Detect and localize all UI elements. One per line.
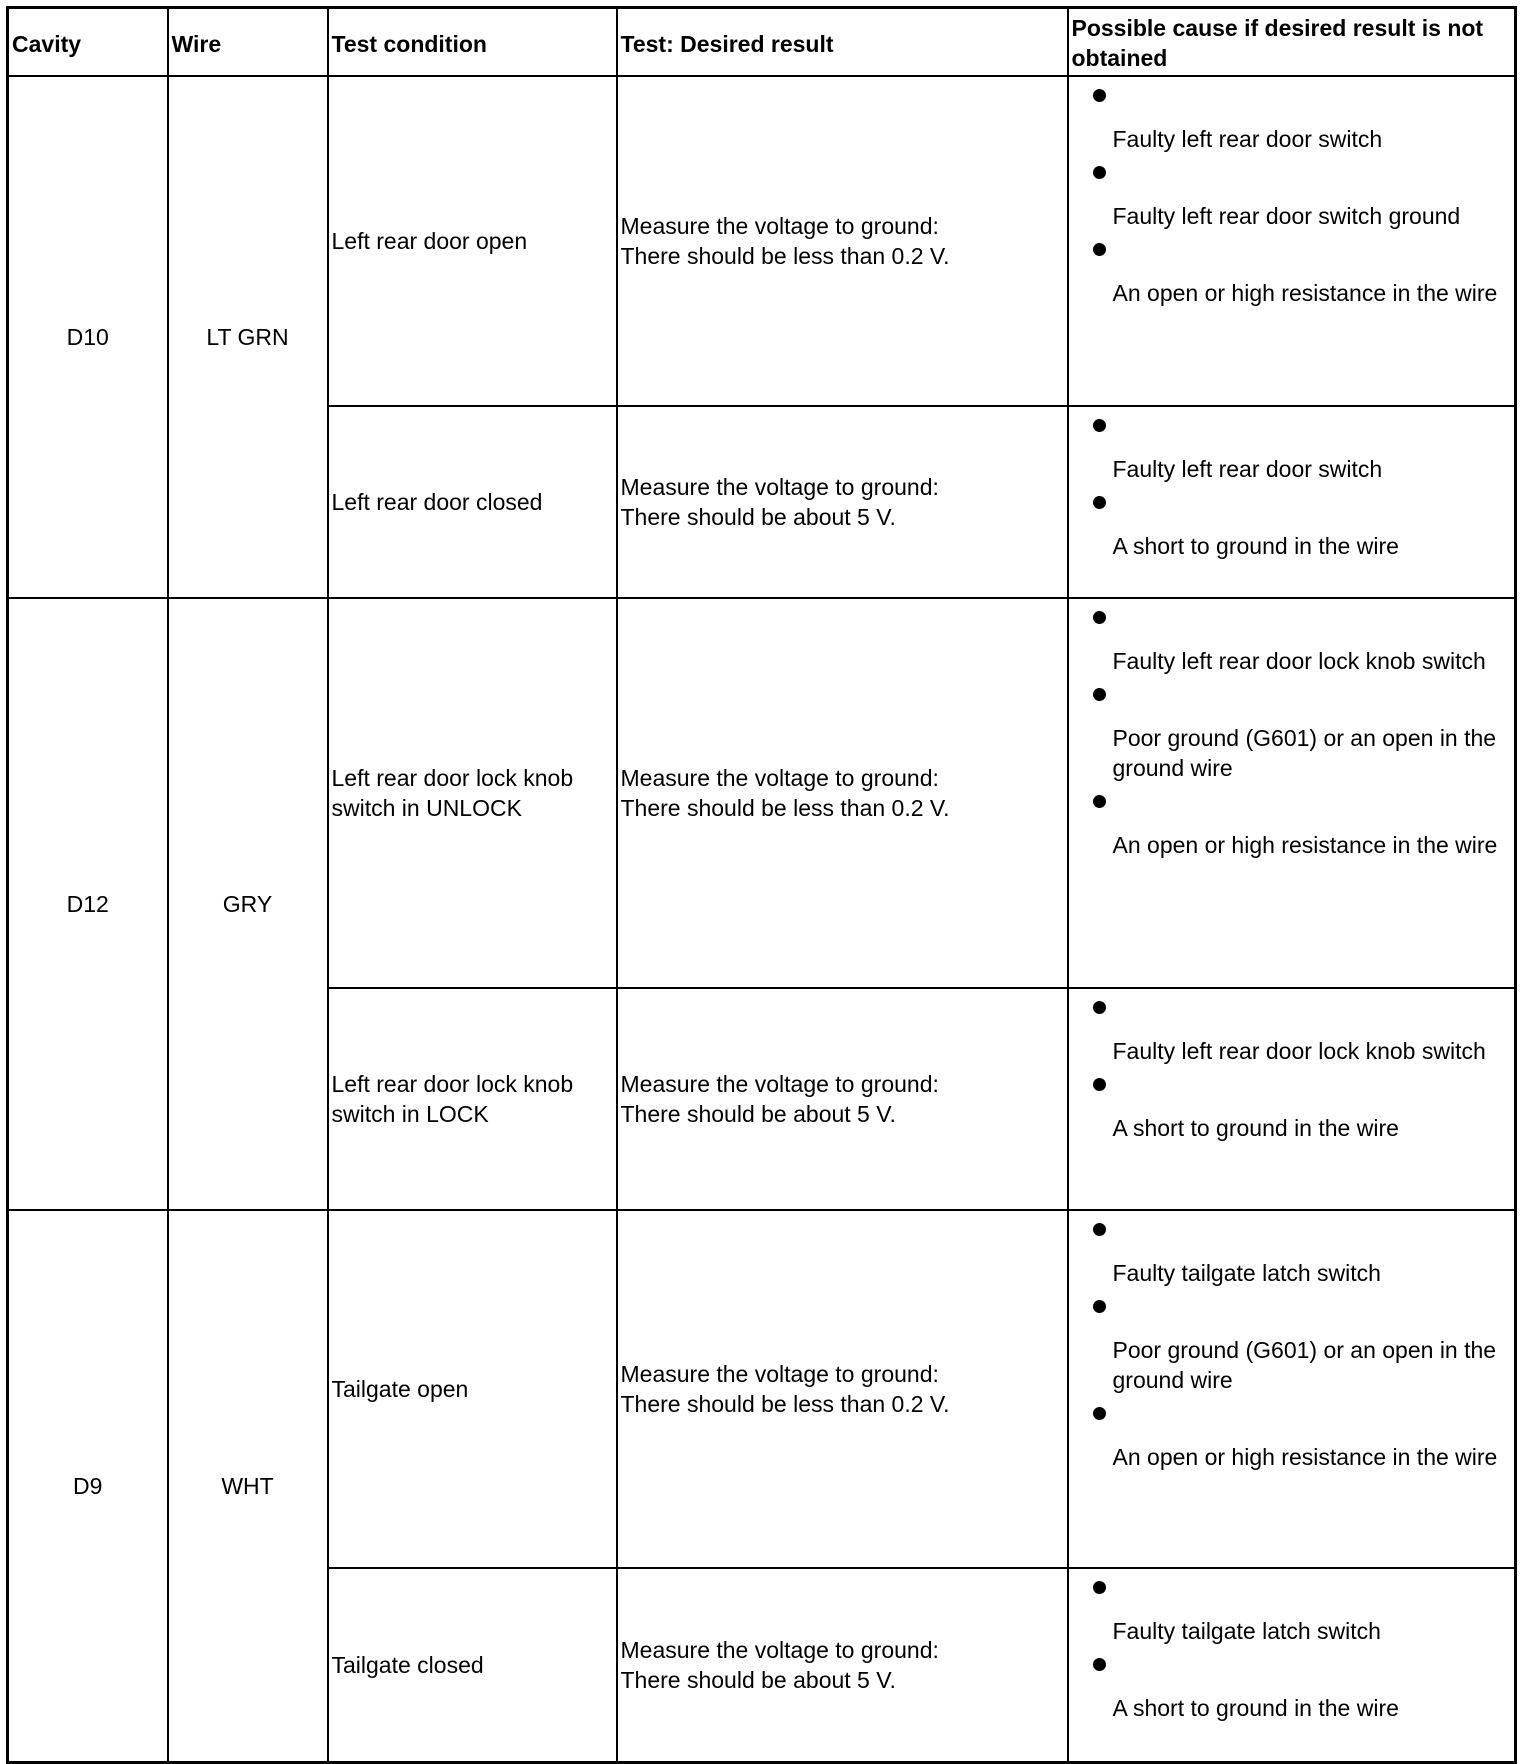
bullet-icon xyxy=(1093,243,1106,256)
header-row xyxy=(8,8,1516,77)
cause-list xyxy=(1083,611,1509,860)
possible-cause-cell xyxy=(1068,76,1516,406)
list-item xyxy=(1083,688,1509,783)
desired-result-line: Measure the voltage to ground: xyxy=(620,765,939,791)
cause-text: Faulty left rear door lock knob switch xyxy=(1112,1038,1486,1064)
desired-result-line: Measure the voltage to ground: xyxy=(620,1636,939,1663)
bullet-icon xyxy=(1093,166,1106,179)
table-row xyxy=(8,76,1516,406)
bullet-icon xyxy=(1093,1407,1106,1420)
cavity-cell: D10 xyxy=(8,76,168,598)
bullet-icon xyxy=(1093,1001,1106,1014)
desired-result-cell xyxy=(617,988,1068,1210)
bullet-icon xyxy=(1093,1658,1106,1671)
desired-result-cell xyxy=(617,1210,1068,1568)
desired-result-cell xyxy=(617,1568,1068,1762)
cause-text: A short to ground in the wire xyxy=(1112,533,1399,559)
cause-list xyxy=(1083,1001,1509,1143)
header-cavity: Cavity xyxy=(8,8,168,77)
cavity-cell: D12 xyxy=(8,598,168,1210)
test-condition-cell: Left rear door lock knob switch in LOCK xyxy=(328,988,617,1210)
test-condition-cell: Tailgate closed xyxy=(328,1568,617,1762)
list-item xyxy=(1083,1001,1509,1066)
desired-result-line: There should be less than 0.2 V. xyxy=(620,795,950,821)
desired-result-line: There should be about 5 V. xyxy=(620,504,896,530)
test-condition-cell: Tailgate open xyxy=(328,1210,617,1568)
bullet-icon xyxy=(1093,1300,1106,1313)
cause-text: An open or high resistance in the wire xyxy=(1112,1444,1498,1470)
list-item xyxy=(1083,89,1509,154)
cause-list xyxy=(1083,419,1509,561)
bullet-icon xyxy=(1093,89,1106,102)
bullet-icon xyxy=(1093,419,1106,432)
cause-text: Faulty left rear door switch xyxy=(1112,126,1383,152)
header-test-condition: Test condition xyxy=(328,8,617,77)
possible-cause-cell xyxy=(1068,1568,1516,1762)
list-item xyxy=(1083,611,1509,676)
desired-result-cell xyxy=(617,76,1068,406)
cause-list xyxy=(1083,1581,1509,1723)
cause-text: A short to ground in the wire xyxy=(1112,1695,1399,1721)
cause-text: An open or high resistance in the wire xyxy=(1112,832,1498,858)
desired-result-line: There should be less than 0.2 V. xyxy=(620,1391,950,1417)
desired-result-line: There should be about 5 V. xyxy=(620,1666,896,1693)
test-condition-cell: Left rear door lock knob switch in UNLOCK xyxy=(328,598,617,988)
cause-text: Faulty left rear door switch xyxy=(1112,456,1383,482)
list-item xyxy=(1083,1407,1509,1472)
desired-result-line: There should be about 5 V. xyxy=(620,1101,896,1127)
cause-text: Faulty left rear door lock knob switch xyxy=(1112,648,1486,674)
cause-list xyxy=(1083,89,1509,308)
list-item xyxy=(1083,496,1509,561)
bullet-icon xyxy=(1093,1078,1106,1091)
bullet-icon xyxy=(1093,688,1106,701)
header-desired-result: Test: Desired result xyxy=(617,8,1068,77)
cause-text: Faulty tailgate latch switch xyxy=(1112,1260,1381,1286)
cause-text: Faulty tailgate latch switch xyxy=(1112,1618,1381,1644)
wire-cell: WHT xyxy=(168,1210,328,1762)
list-item xyxy=(1083,1300,1509,1395)
cause-list xyxy=(1083,1223,1509,1472)
bullet-icon xyxy=(1093,1223,1106,1236)
possible-cause-cell xyxy=(1068,598,1516,988)
bullet-icon xyxy=(1093,795,1106,808)
list-item xyxy=(1083,1078,1509,1143)
cause-text: A short to ground in the wire xyxy=(1112,1115,1399,1141)
possible-cause-cell xyxy=(1068,406,1516,598)
table-row xyxy=(8,598,1516,988)
header-possible-cause: Possible cause if desired result is not obtained xyxy=(1068,8,1516,77)
possible-cause-cell xyxy=(1068,1210,1516,1568)
list-item xyxy=(1083,1581,1509,1646)
table-row xyxy=(8,1210,1516,1568)
list-item xyxy=(1083,1223,1509,1288)
list-item xyxy=(1083,1658,1509,1723)
bullet-icon xyxy=(1093,611,1106,624)
test-condition-cell: Left rear door closed xyxy=(328,406,617,598)
desired-result-line: Measure the voltage to ground: xyxy=(620,474,939,500)
cause-text: Faulty left rear door switch ground xyxy=(1112,203,1461,229)
cause-text: Poor ground (G601) or an open in the ground wire xyxy=(1112,725,1497,781)
list-item xyxy=(1083,419,1509,484)
bullet-icon xyxy=(1093,1581,1106,1594)
cause-text: An open or high resistance in the wire xyxy=(1112,280,1498,306)
possible-cause-cell xyxy=(1068,988,1516,1210)
list-item xyxy=(1083,243,1509,308)
list-item xyxy=(1083,795,1509,860)
list-item xyxy=(1083,166,1509,231)
wire-cell: LT GRN xyxy=(168,76,328,598)
desired-result-cell xyxy=(617,406,1068,598)
bullet-icon xyxy=(1093,496,1106,509)
desired-result-line: Measure the voltage to ground: xyxy=(620,1071,939,1097)
desired-result-line: Measure the voltage to ground: xyxy=(620,1361,939,1387)
test-condition-cell: Left rear door open xyxy=(328,76,617,406)
cause-text: Poor ground (G601) or an open in the ground wire xyxy=(1112,1337,1497,1393)
desired-result-line: Measure the voltage to ground: xyxy=(620,213,939,239)
desired-result-line: There should be less than 0.2 V. xyxy=(620,243,950,269)
table-body xyxy=(8,76,1516,1762)
cavity-cell: D9 xyxy=(8,1210,168,1762)
terminal-test-table xyxy=(6,6,1517,1764)
wire-cell: GRY xyxy=(168,598,328,1210)
desired-result-cell xyxy=(617,598,1068,988)
header-wire: Wire xyxy=(168,8,328,77)
